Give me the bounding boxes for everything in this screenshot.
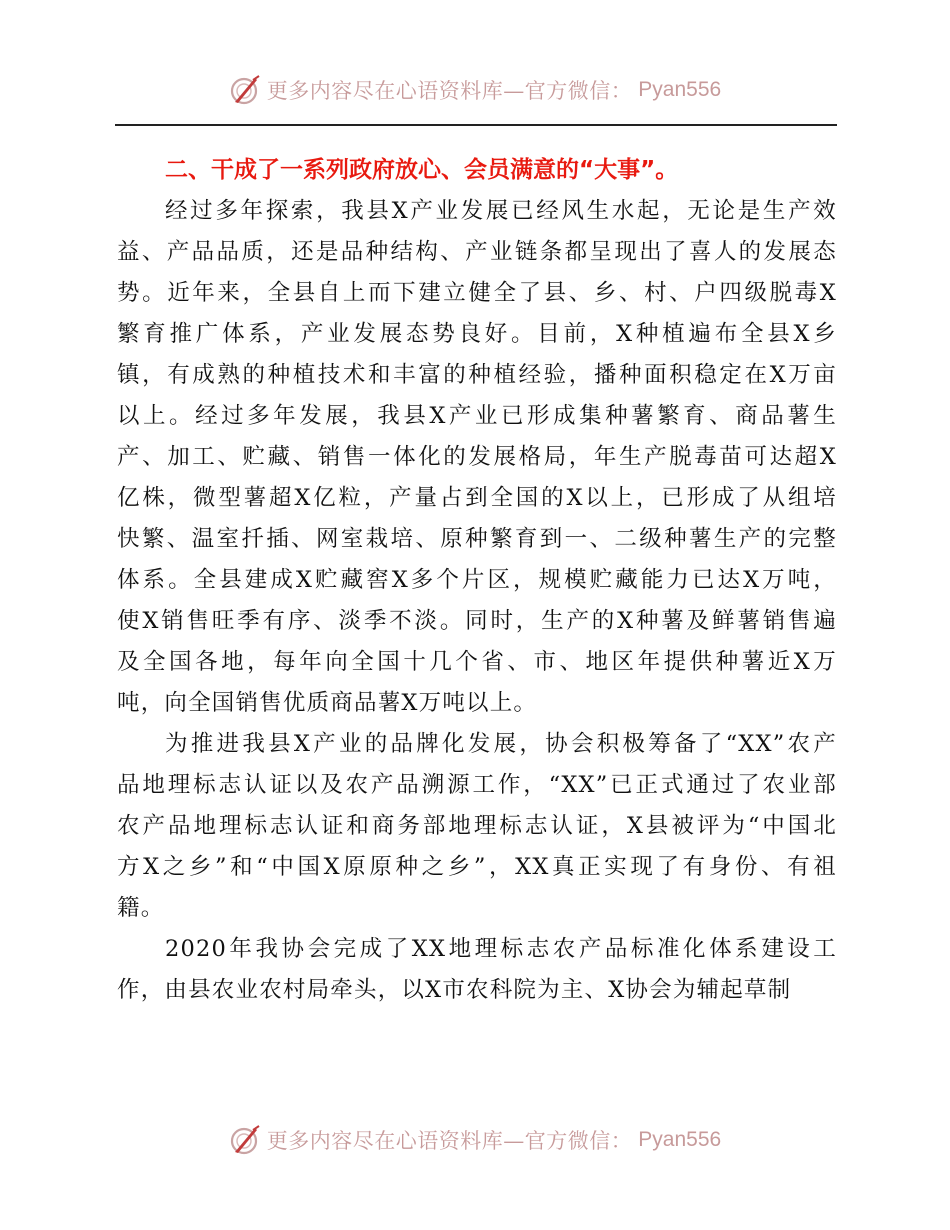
paragraph-line: 镇，有成熟的种植技术和丰富的种植经验，播种面积稳定在X万亩	[117, 362, 837, 388]
paragraph-line: 产、加工、贮藏、销售一体化的发展格局，年生产脱毒苗可达超X	[117, 444, 837, 470]
paragraph-line: 吨，向全国销售优质商品薯X万吨以上。	[117, 690, 538, 716]
footer-watermark	[0, 1120, 950, 1160]
paragraph-line: 亿株，微型薯超X亿粒，产量占到全国的X以上，已形成了从组培	[117, 485, 837, 511]
paragraph-line: 势。近年来，全县自上而下建立健全了县、乡、村、户四级脱毒X	[117, 280, 837, 306]
paragraph-line: 农产品地理标志认证和商务部地理标志认证，X县被评为“中国北	[117, 813, 837, 839]
paragraph-line: 及全国各地，每年向全国十几个省、市、地区年提供种薯近X万	[117, 649, 837, 675]
header-divider	[115, 124, 837, 126]
body-paragraph	[117, 929, 837, 1011]
paragraph-line: 2020年我协会完成了XX地理标志农产品标准化体系建设工	[165, 936, 837, 962]
body-paragraph	[117, 191, 837, 724]
body-paragraph	[117, 724, 837, 929]
watermark-contact: Pyan556	[638, 78, 722, 101]
paragraph-line: 以上。经过多年发展，我县X产业已形成集种薯繁育、商品薯生	[117, 403, 837, 429]
paragraph-line: 为推进我县X产业的品牌化发展，协会积极筹备了“XX”农产	[165, 731, 837, 757]
paragraph-line: 益、产品品质，还是品种结构、产业链条都呈现出了喜人的发展态	[117, 239, 837, 265]
paragraph-line: 快繁、温室扦插、网室栽培、原种繁育到一、二级种薯生产的完整	[117, 526, 837, 552]
watermark-site-text: 更多内容尽在心语资料库—官方微信：	[266, 1129, 633, 1153]
watermark-site-text: 更多内容尽在心语资料库—官方微信：	[266, 79, 633, 103]
paragraph-line: 籍。	[117, 895, 165, 921]
section-heading: 二、干成了一系列政府放心、会员满意的“大事”。	[165, 157, 679, 183]
quill-seal-icon	[229, 74, 261, 106]
paragraph-line: 繁育推广体系，产业发展态势良好。目前，X种植遍布全县X乡	[117, 321, 837, 347]
header-watermark	[0, 70, 950, 110]
paragraph-line: 使X销售旺季有序、淡季不淡。同时，生产的X种薯及鲜薯销售遍	[117, 608, 837, 634]
paragraph-line: 作，由县农业农村局牵头，以X市农科院为主、X协会为辅起草制	[117, 977, 792, 1003]
document-body	[117, 150, 837, 1011]
paragraph-container	[117, 191, 837, 1011]
paragraph-line: 方X之乡”和“中国X原原种之乡”，XX真正实现了有身份、有祖	[117, 854, 837, 880]
paragraph-line: 经过多年探索，我县X产业发展已经风生水起，无论是生产效	[165, 198, 837, 224]
watermark-contact: Pyan556	[638, 1128, 722, 1151]
paragraph-line: 品地理标志认证以及农产品溯源工作，“XX”已正式通过了农业部	[117, 772, 837, 798]
paragraph-line: 体系。全县建成X贮藏窖X多个片区，规模贮藏能力已达X万吨，	[117, 567, 837, 593]
quill-seal-icon	[229, 1124, 261, 1156]
